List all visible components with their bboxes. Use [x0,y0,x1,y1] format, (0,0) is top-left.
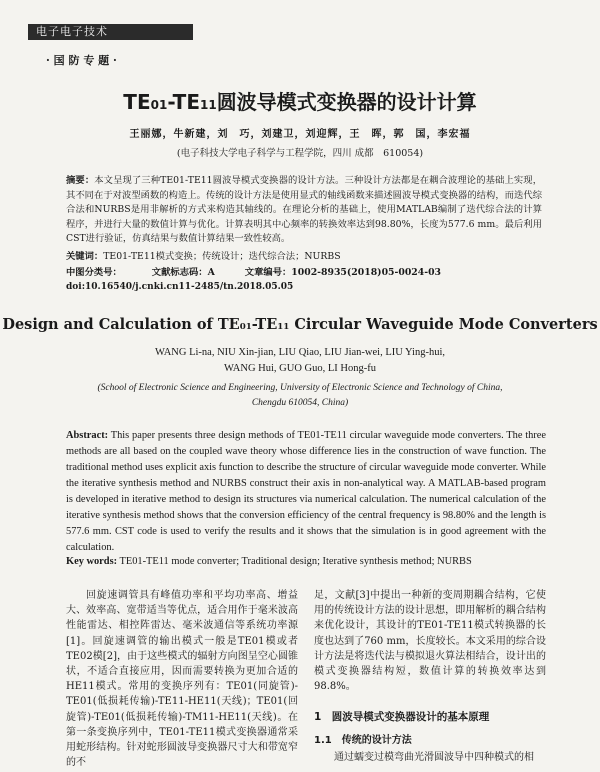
subsection-heading-1-1: 1.1 传统的设计方法 [314,735,412,746]
journal-header-bar [28,24,193,40]
doi: doi:10.16540/j.cnki.cn11-2485/tn.2018.05.05 [66,282,294,292]
affiliation-chinese: (电子科技大学电子科学与工程学院，四川 成都 610054) [176,148,424,159]
keywords-english: Key words: TE01-TE11 mode converter; Traditional design; Iterative synthesis method; NURBS [66,556,472,567]
abstract-chinese: 摘要：本文呈现了三种TE01-TE11圆波导模式变换器的设计方法。三种设计方法都是在耦合波理论的基础上实现，其不同在于对波型函数的构造上。传统的设计方法是使用显式的轴线函数来描述圆波导模式变换器的结构，而迭代综合法和NURBS是用非解析的方式来构造其轴线的。在理论分析的基础上，使用MATLAB编制了迭代综合法的计算程序，并进行大量的数值计算与优化。计算表明其中心频率的转换效率达到98.80%，长度为577.6 mm。最后利用CST进行验证，仿真结果与数值计算结果一致性较高。 [66,175,542,245]
journal-name: 电子电子技术 [36,25,108,38]
body-right-column-continued: 通过蠕变过模弯曲光滑圆波导中四种模式的相 [334,752,534,763]
classification-line: 中图分类号： 文献标志码：A 文章编号：1002-8935(2018)05-0024-03 [66,267,442,278]
authors-english-line1: WANG Li-na, NIU Xin-jian, LIU Qiao, LIU Jian-wei, LIU Ying-hui, [154,347,446,358]
authors-english-line2: WANG Hui, GUO Guo, LI Hong-fu [224,363,376,374]
authors-chinese: 王丽娜，牛新建，刘 巧，刘建卫，刘迎辉，王 晖，郭 国，李宏福 [129,129,471,140]
affiliation-english-line2: Chengdu 610054, China) [251,398,349,408]
body-left-column: 回旋速调管具有峰值功率和平均功率高、增益大、效率高、宽带适当等优点，适合用作于毫米波高性能雷达、相控阵雷达、毫米波通信等系统功率源[1]。回旋速调管的输出模式一般是TE01模或者TE02模[2]，由于这些模式的辐射方向图呈空心圆锥状，不适合直接应用，因而需要转换为更加合适的HE11模式。常用的变换序列有：TE01(同旋管)-TE01(低损耗传输)-TE11-HE11(天线)；TE01(回旋管)-TE01(低损耗传输)-TM11-HE11(天线)。在第一条变换序列中，TE01-TE11模式变换器通常采用蛇形结构。针对蛇形圆波导变换器尺寸大和带宽窄的不 [66,590,298,769]
section-heading-1: 1 圆波导模式变换器设计的基本原理 [314,711,490,723]
abstract-english: Abstract: This paper presents three design methods of TE01-TE11 circular waveguide mode converters. The three methods are all based on the coupled wave theory whose difference lies in the construction of wave function. The traditional method uses explicit axis function to describe the structure of circular waveguide mode converter. While the iterative synthesis method and NURBS construct their axis in non-analytical way. A MATLAB-based program is developed in iterative method to design its structures via numerical calculation. The numerical calculation of the iterative synthesis method shows that the conversion efficiency of the central frequency is 98.80% and the length is 577.6 mm. CST code is used to verify the results and it shows that the simulation is in good agreement with the calculation. [66,430,546,553]
keywords-chinese: 关键词：TE01-TE11模式变换；传统设计；迭代综合法；NURBS [66,251,341,262]
body-right-column: 足，文献[3]中提出一种新的变周期耦合结构，它使用的传统设计方法的设计思想，即用解析的耦合结构来优化设计，其设计的TE01-TE11模式转换器的长度也达到了760 mm，长度较长。本文采用的综合设计方法是将迭代法与模拟退火算法相结合，设计出的模式变换器结构短，数值计算的转换效率达到98.8%。 [314,590,546,693]
title-chinese: TE01-TE11圆波导模式变换器的设计计算 [123,90,477,114]
affiliation-english-line1: (School of Electronic Science and Engineering, University of Electronic Science and Technology of China, [97,383,503,393]
column-tag: · 国 防 专 题 · [46,54,117,67]
title-english: Design and Calculation of TE01-TE11 Circular Waveguide Mode Converters [2,316,598,333]
